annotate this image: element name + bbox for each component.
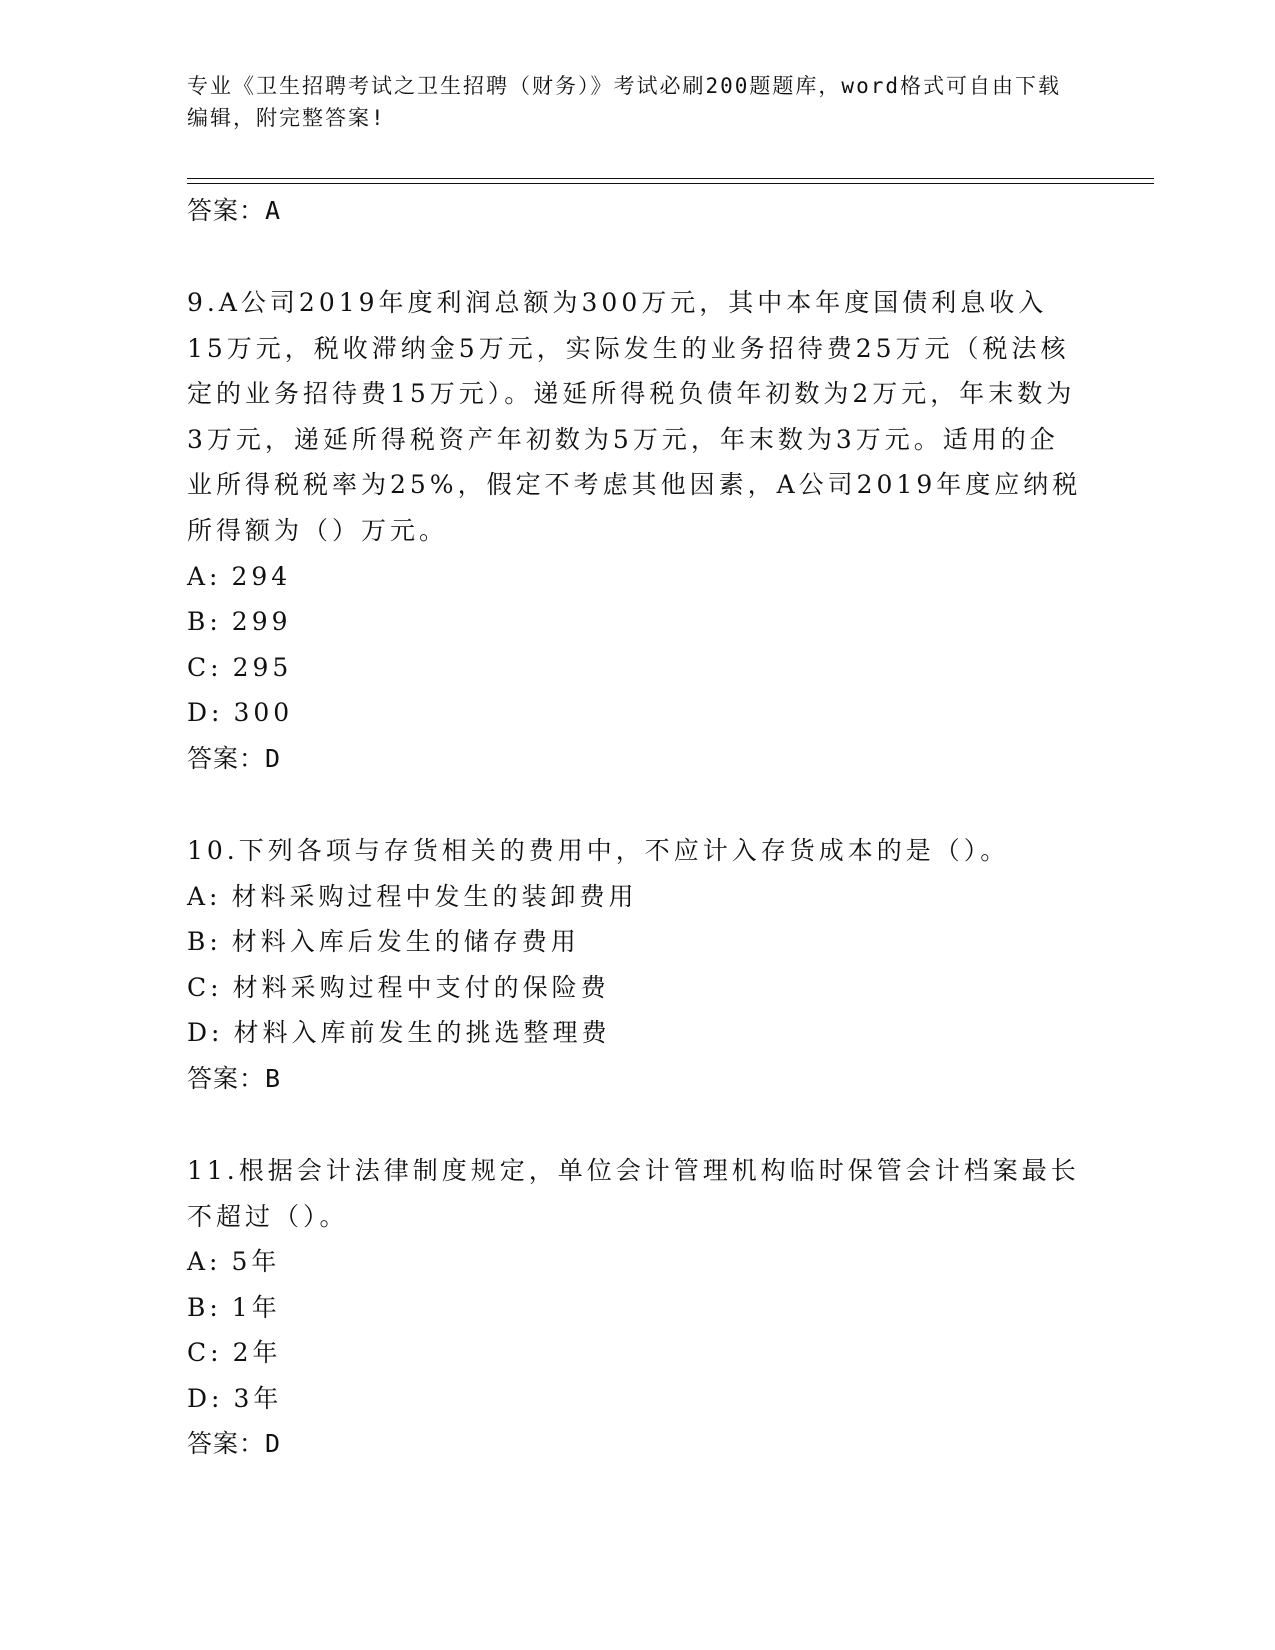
option-text: 材料入库后发生的储存费用 bbox=[231, 927, 580, 957]
option-text: 2年 bbox=[232, 1338, 282, 1368]
option-a bbox=[187, 554, 1087, 600]
answer-10: 答案：B bbox=[187, 1063, 282, 1093]
answer-8: 答案：A bbox=[187, 196, 282, 225]
header-rule-bottom bbox=[187, 183, 1154, 184]
option-letter: B: bbox=[187, 927, 222, 957]
option-letter: B: bbox=[187, 607, 222, 637]
option-b bbox=[187, 1285, 1087, 1331]
option-text: 材料采购过程中发生的装卸费用 bbox=[231, 881, 638, 911]
option-letter: D: bbox=[187, 698, 224, 728]
option-letter: A: bbox=[187, 881, 222, 911]
option-text: 材料采购过程中支付的保险费 bbox=[232, 972, 610, 1002]
option-letter: A: bbox=[187, 561, 222, 591]
option-text: 295 bbox=[232, 652, 293, 682]
option-c bbox=[187, 645, 1087, 691]
option-letter: B: bbox=[187, 1292, 222, 1322]
option-letter: D: bbox=[187, 1018, 224, 1048]
option-letter: C: bbox=[187, 972, 223, 1002]
option-c bbox=[187, 1330, 1087, 1376]
option-letter: D: bbox=[187, 1383, 224, 1413]
question-block-10 bbox=[187, 828, 1087, 1102]
question-text-9: 9.A公司2019年度利润总额为300万元，其中本年度国债利息收入15万元，税收滞纳金5万元，实际发生的业务招待费25万元（税法核定的业务招待费15万元）。递延所得税负债年初数为2万元，年末数为3万元，递延所得税资产年初数为5万元，年末数为3万元。适用的企业所得税税率为25%，假定不考虑其他因素，A公司2019年度应纳税所得额为（）万元。 bbox=[187, 288, 1082, 545]
option-text: 5年 bbox=[231, 1247, 281, 1277]
option-a bbox=[187, 874, 1087, 920]
option-d bbox=[187, 1376, 1087, 1422]
spacer bbox=[187, 1102, 1087, 1148]
option-d bbox=[187, 690, 1087, 736]
option-letter: A: bbox=[187, 1247, 222, 1277]
option-a bbox=[187, 1239, 1087, 1285]
answer-11: 答案：D bbox=[187, 1429, 282, 1459]
header-rule-top bbox=[187, 178, 1154, 179]
question-block-9 bbox=[187, 280, 1087, 782]
document-header: 专业《卫生招聘考试之卫生招聘（财务）》考试必刷200题题库，word格式可自由下载编辑，附完整答案! bbox=[187, 74, 1061, 130]
option-letter: C: bbox=[187, 652, 223, 682]
option-text: 294 bbox=[231, 561, 292, 591]
option-letter: C: bbox=[187, 1338, 223, 1368]
option-c bbox=[187, 965, 1087, 1011]
question-list bbox=[187, 188, 1087, 1467]
question-text-10: 10.下列各项与存货相关的费用中，不应计入存货成本的是（）。 bbox=[187, 835, 1010, 865]
question-text-11: 11.根据会计法律制度规定，单位会计管理机构临时保管会计档案最长不超过（）。 bbox=[187, 1155, 1080, 1231]
option-text: 1年 bbox=[231, 1292, 281, 1322]
spacer bbox=[187, 234, 1087, 280]
option-b bbox=[187, 599, 1087, 645]
option-text: 299 bbox=[231, 607, 292, 637]
spacer bbox=[187, 782, 1087, 828]
answer-9: 答案：D bbox=[187, 743, 282, 773]
question-block-11 bbox=[187, 1148, 1087, 1468]
option-text: 3年 bbox=[233, 1383, 283, 1413]
option-text: 300 bbox=[233, 698, 294, 728]
option-b bbox=[187, 919, 1087, 965]
option-text: 材料入库前发生的挑选整理费 bbox=[233, 1018, 611, 1048]
option-d bbox=[187, 1010, 1087, 1056]
